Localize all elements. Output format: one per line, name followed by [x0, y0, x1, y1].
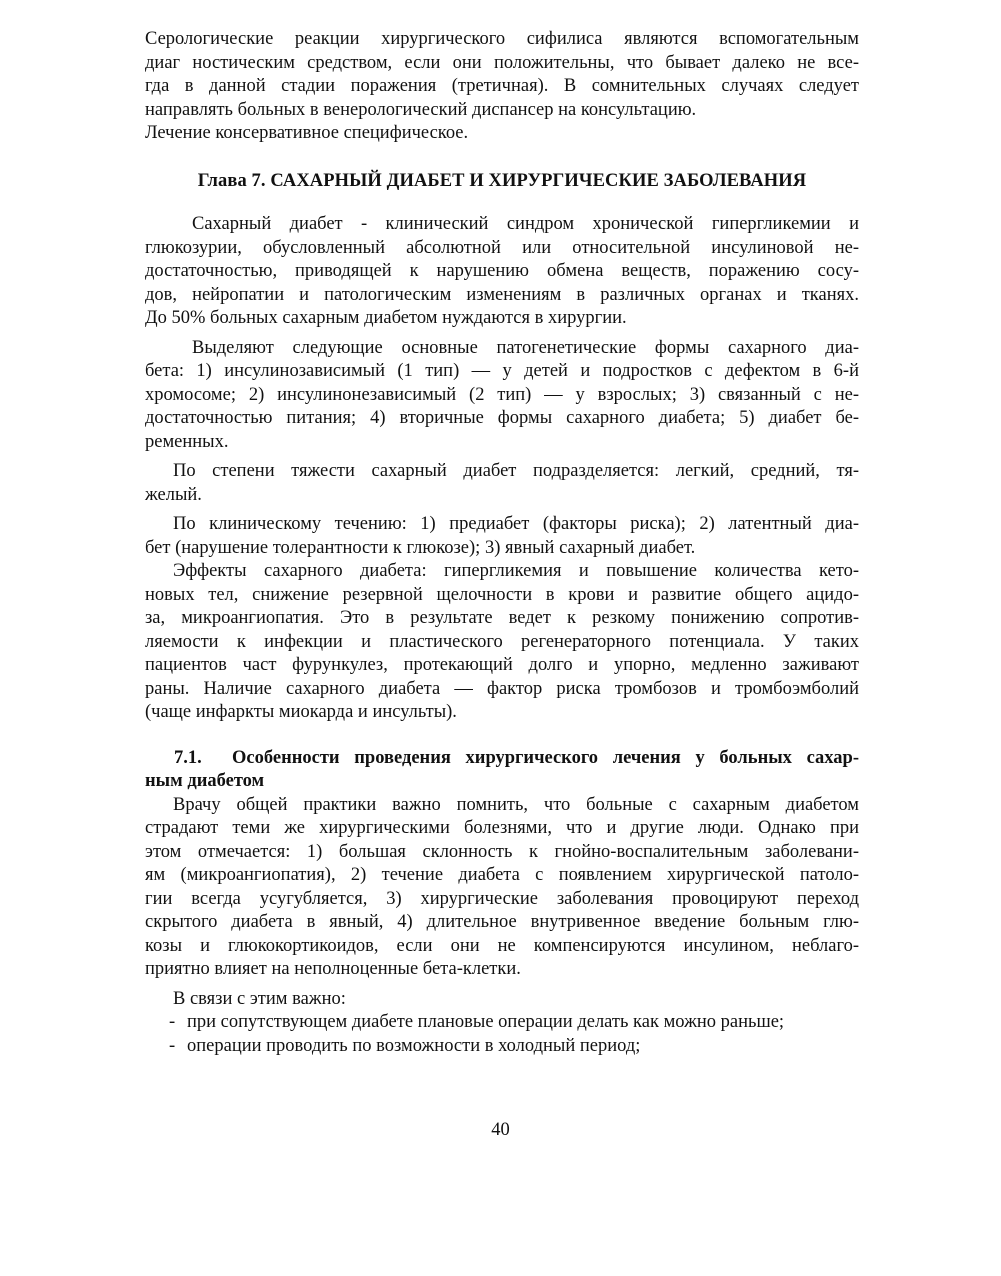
text-line: пациентов част фурункулез, протекающий долго и упорно, медленно заживают	[145, 655, 859, 675]
section-title-part1: Особенности проведения хирургического лечения у больных сахар-	[232, 747, 859, 768]
paragraph-important	[145, 988, 859, 1012]
text-line: направлять больных в венерологический диспансер на консультацию.	[145, 99, 697, 120]
section-heading-line	[145, 747, 859, 771]
chapter-title: Глава 7. САХАРНЫЙ ДИАБЕТ И ХИРУРГИЧЕСКИЕ ЗАБОЛЕВАНИЯ	[197, 170, 807, 191]
text-line: дов, нейропатии и патологическим изменениям в различных органах и тканях.	[145, 284, 859, 305]
text-line: диаг ностическим средством, если они положительны, что бывает далеко не все-	[145, 52, 859, 73]
text-line: Эффекты сахарного диабета: гипергликемия и повышение количества кето-	[173, 561, 859, 581]
text-line: Серологические реакции хирургического сифилиса являются вспомогательным	[145, 29, 859, 49]
text-line: новых тел, снижение резервной щелочности в крови и развитие общего ацидо-	[145, 584, 859, 605]
text-line: за, микроангиопатия. Это в результате ведет к резкому понижению сопротив-	[145, 608, 859, 628]
text-line: хромосоме; 2) инсулинонезависимый (2 тип) — у взрослых; 3) связанный с не-	[145, 384, 859, 405]
text-line: раны. Наличие сахарного диабета — фактор риска тромбозов и тромбоэмболий	[145, 678, 859, 699]
text-line: ляемости к инфекции и пластического регенераторного потенциала. У таких	[145, 631, 859, 652]
text-line: бета: 1) инсулинозависимый (1 тип) — у детей и подростков с дефектом в 6-й	[145, 361, 859, 381]
text-line: Врачу общей практики важно помнить, что больные с сахарным диабетом	[173, 794, 859, 815]
text-line: страдают теми же хирургическими болезнями, что и другие люди. Однако при	[145, 818, 859, 838]
text-line: приятно влияет на неполноценные бета-клетки.	[145, 959, 521, 979]
text-line: глюкозурии, обусловленный абсолютной или относительной инсулиновой не-	[145, 237, 859, 258]
paragraph-definition	[145, 213, 859, 331]
text-line: Лечение консервативное специфическое.	[145, 123, 469, 143]
text-line: козы и глюкокортикоидов, если они не компенсируются инсулином, неблаго-	[145, 935, 859, 956]
text-line: По клиническому течению: 1) предиабет (факторы риска); 2) латентный диа-	[173, 514, 859, 534]
page-number: 40	[491, 1120, 510, 1140]
paragraph-severity	[145, 460, 859, 507]
text-line: гда в данной стадии поражения (третичная). В сомнительных случаях следует	[145, 76, 859, 96]
dash-bullet: -	[169, 1035, 176, 1056]
text-line: желый.	[145, 484, 202, 505]
text-line: ременных.	[145, 431, 229, 452]
text-line: Выделяют следующие основные патогенетические формы сахарного диа-	[192, 337, 859, 358]
list-item	[145, 1035, 859, 1059]
list-item-text: операции проводить по возможности в холодный период;	[187, 1035, 641, 1056]
paragraph-forms	[145, 337, 859, 455]
text-line: Сахарный диабет - клинический синдром хронической гипергликемии и	[192, 214, 859, 234]
text-line: скрытого диабета в явный, 4) длительное внутривенное введение больным глю-	[145, 912, 859, 932]
dash-bullet: -	[169, 1012, 176, 1032]
paragraph-effects	[145, 560, 859, 725]
text-line: В связи с этим важно:	[173, 988, 346, 1009]
section-number: 7.1.	[174, 747, 202, 768]
text-line: (чаще инфаркты миокарда и инсульты).	[145, 702, 457, 722]
text-line: По степени тяжести сахарный диабет подразделяется: легкий, средний, тя-	[173, 461, 859, 481]
dash-list	[145, 1011, 859, 1058]
text-line: бет (нарушение толерантности к глюкозе); 3) явный сахарный диабет.	[145, 537, 696, 558]
text-line: гии всегда усугубляется, 3) хирургические заболевания провоцируют переход	[145, 888, 859, 909]
text-line: достаточностью, приводящей к нарушению обмена веществ, поражению сосу-	[145, 261, 859, 281]
paragraph-course	[145, 513, 859, 560]
text-line: этом отмечается: 1) большая склонность к гнойно-воспалительным заболевани-	[145, 841, 859, 862]
text-line: До 50% больных сахарным диабетом нуждаются в хирургии.	[145, 308, 627, 328]
intro-paragraph	[145, 28, 859, 146]
section-title-part2: ным диабетом	[145, 771, 265, 791]
text-line: достаточностью питания; 4) вторичные формы сахарного диабета; 5) диабет бе-	[145, 408, 859, 428]
text-line: ям (микроангиопатия), 2) течение диабета с появлением хирургической патоло-	[145, 865, 859, 885]
list-item-text: при сопутствующем диабете плановые операции делать как можно раньше;	[187, 1012, 785, 1032]
list-item	[145, 1011, 859, 1035]
paragraph-practice	[145, 794, 859, 982]
document-page	[145, 28, 859, 1058]
section-heading	[145, 747, 859, 794]
